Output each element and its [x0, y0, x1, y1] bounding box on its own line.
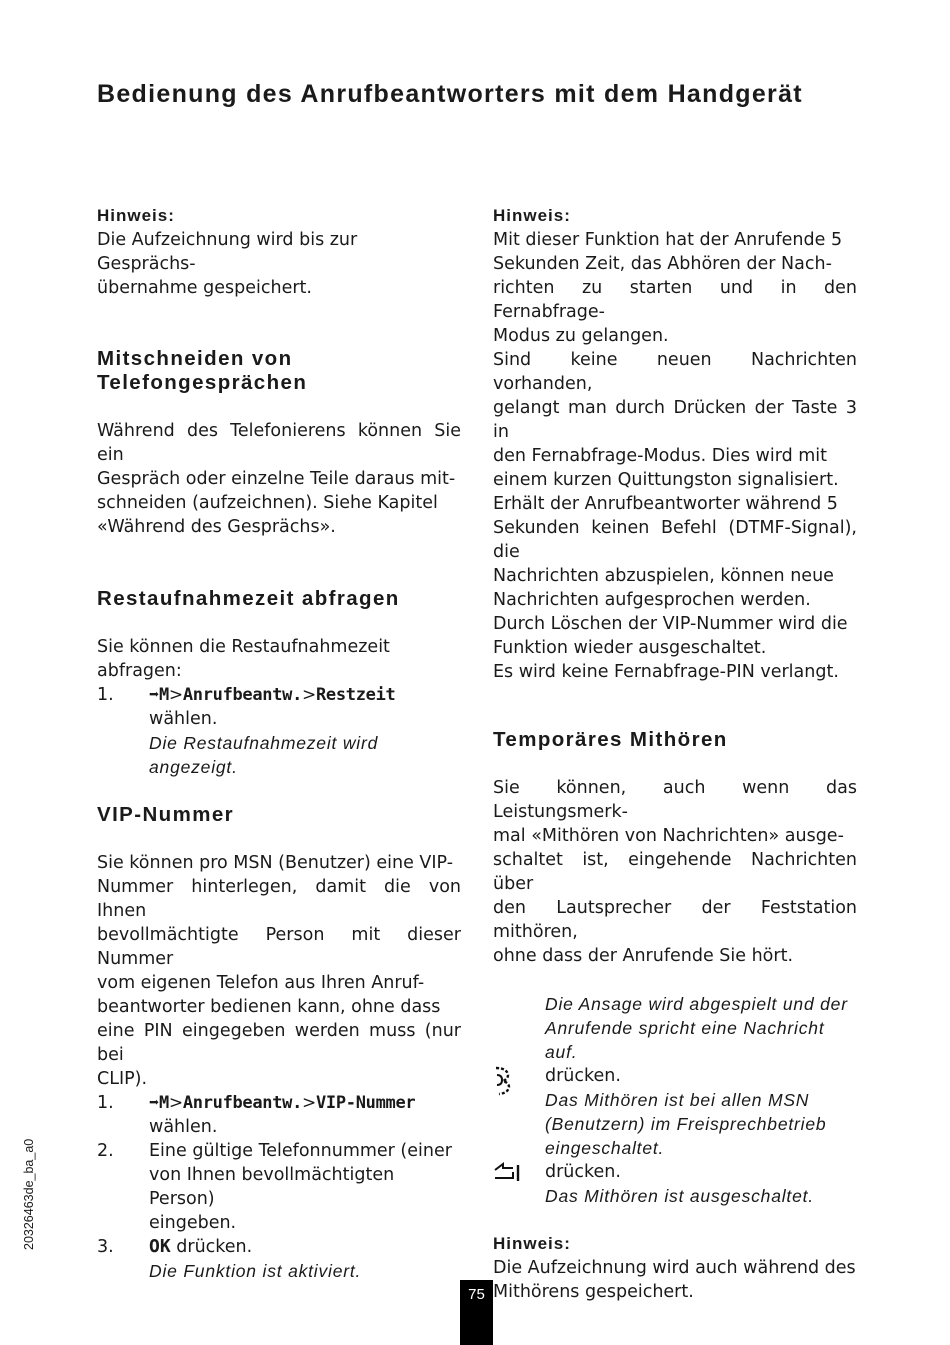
step-text: Eine gültige Telefonnummer (einer — [149, 1141, 452, 1161]
step-number: 1. — [97, 1093, 114, 1113]
step-text — [149, 1235, 461, 1259]
step-result: Das Mithören ist bei allen MSN — [545, 1090, 810, 1110]
note-text-line: übernahme gespeichert. — [97, 278, 312, 298]
paragraph-line: schaltet ist, eingehende Nachrichten über — [493, 850, 857, 894]
step-number: 3. — [97, 1237, 114, 1257]
note-text-line: Funktion wieder ausgeschaltet. — [493, 638, 767, 658]
section-heading-vip: VIP-Nummer — [97, 803, 235, 826]
note-text-line: Sind keine neuen Nachrichten vorhanden, — [493, 350, 857, 394]
note-text-line: Erhält der Anrufbeantworter während 5 — [493, 494, 838, 514]
mitschneiden-paragraph — [97, 419, 461, 539]
step-body — [149, 683, 461, 779]
menu-separator: > — [302, 685, 316, 705]
step-body — [545, 1160, 857, 1208]
note-text-line: Nachrichten abzuspielen, können neue — [493, 566, 834, 586]
paragraph-line: Sie können, auch wenn das Leistungsmerk- — [493, 778, 857, 822]
end-call-key-icon — [493, 1160, 545, 1208]
section-heading-restaufnahmezeit: Restaufnahmezeit abfragen — [97, 587, 400, 610]
paragraph-line: mal «Mithören von Nachrichten» ausge- — [493, 826, 844, 846]
paragraph-line: bevollmächtigte Person mit dieser Nummer — [97, 925, 461, 969]
section-heading-temporaeres-mithoeren: Temporäres Mithören — [493, 728, 728, 751]
step-result: angezeigt. — [149, 757, 238, 777]
note-text-line: einem kurzen Quittungston signalisiert. — [493, 470, 839, 490]
menu-item: Anrufbeantw. — [182, 1093, 303, 1113]
info-line: Anrufende spricht eine Nachricht — [545, 1018, 825, 1038]
menu-separator: > — [302, 1093, 316, 1113]
paragraph-line: Während des Telefonierens können Sie ein — [97, 421, 461, 465]
step-body — [149, 1091, 461, 1139]
note-text-line: richten zu starten und in den Fernabfrage- — [493, 278, 857, 322]
vip-paragraph — [97, 851, 461, 1091]
menu-path — [149, 685, 395, 705]
note-label: Hinweis: — [97, 206, 175, 225]
page-number: 75 — [460, 1280, 493, 1345]
step-item — [493, 1160, 857, 1208]
step-number: 1. — [97, 685, 114, 705]
note-text-line: Mithörens gespeichert. — [493, 1282, 694, 1302]
arrow-right-icon: ➡ — [149, 685, 159, 705]
paragraph-line: schneiden (aufzeichnen). Siehe Kapitel — [97, 493, 438, 513]
note-text-line: Nachrichten aufgesprochen werden. — [493, 590, 811, 610]
note-label: Hinweis: — [493, 1234, 571, 1253]
page-title: Bedienung des Anrufbeantworters mit dem Handgerät — [97, 80, 803, 108]
temp-paragraph — [493, 776, 857, 968]
paragraph-line: eine PIN eingegeben werden muss (nur bei — [97, 1021, 461, 1065]
note-text-line: Mit dieser Funktion hat der Anrufende 5 — [493, 230, 843, 250]
note-text-line: gelangt man durch Drücken der Taste 3 in — [493, 398, 857, 442]
paragraph-line: vom eigenen Telefon aus Ihren Anruf- — [97, 973, 425, 993]
ok-key-icon: OK — [149, 1236, 171, 1257]
menu-item: VIP-Nummer — [316, 1093, 416, 1113]
note-paragraph — [493, 228, 857, 684]
step-result: eingeschaltet. — [545, 1138, 665, 1158]
menu-item: Anrufbeantw. — [182, 685, 303, 705]
paragraph-line: CLIP). — [97, 1069, 148, 1089]
step-body — [545, 1064, 857, 1160]
info-line: Die Ansage wird abgespielt und der — [545, 994, 848, 1014]
menu-item: Restzeit — [316, 685, 396, 705]
speaker-key-icon — [493, 1064, 545, 1160]
note-text-line: Die Aufzeichnung wird bis zur Gesprächs- — [97, 230, 358, 274]
right-column — [493, 204, 857, 1304]
step-result: Die Restaufnahmezeit wird — [149, 733, 379, 753]
heading-line: Mitschneiden von — [97, 347, 293, 370]
menu-separator: > — [168, 1093, 183, 1113]
step-result: (Benutzern) im Freisprechbetrieb — [545, 1114, 827, 1134]
step-action: drücken. — [176, 1237, 253, 1257]
document-code: 20326463de_ba_a0 — [22, 1138, 36, 1250]
paragraph-line: Nummer hinterlegen, damit die von Ihnen — [97, 877, 461, 921]
note-text-line: den Fernabfrage-Modus. Dies wird mit — [493, 446, 828, 466]
menu-key-m: M — [158, 1093, 169, 1113]
step-action: wählen. — [149, 1117, 218, 1137]
menu-path — [149, 1093, 415, 1113]
step-action: drücken. — [545, 1066, 621, 1086]
paragraph-line: Sie können die Restaufnahmezeit abfragen: — [97, 637, 390, 681]
section-heading-mitschneiden — [97, 347, 461, 395]
step-result: Das Mithören ist ausgeschaltet. — [545, 1186, 814, 1206]
step-action: wählen. — [149, 709, 218, 729]
step-body — [149, 1235, 461, 1283]
step-result: Die Funktion ist aktiviert. — [149, 1261, 362, 1281]
note-text-line: Es wird keine Fernabfrage-PIN verlangt. — [493, 662, 839, 682]
step-item — [97, 683, 461, 779]
note-text-line: Sekunden Zeit, das Abhören der Nach- — [493, 254, 832, 274]
menu-key-m: M — [158, 685, 169, 705]
paragraph-line: ohne dass der Anrufende Sie hört. — [493, 946, 794, 966]
paragraph-line: «Während des Gesprächs». — [97, 517, 336, 537]
step-action: drücken. — [545, 1162, 621, 1182]
step-item — [97, 1235, 461, 1283]
step-body — [149, 1139, 461, 1235]
info-line: auf. — [545, 1042, 578, 1062]
step-item — [97, 1139, 461, 1235]
note-text-line: Die Aufzeichnung wird auch während des — [493, 1258, 856, 1278]
paragraph-line: Sie können pro MSN (Benutzer) eine VIP- — [97, 853, 454, 873]
step-text: von Ihnen bevollmächtigten Person) — [149, 1165, 395, 1209]
note-label: Hinweis: — [493, 206, 571, 225]
menu-separator: > — [168, 685, 183, 705]
step-text: eingeben. — [149, 1213, 237, 1233]
note-text-line: Modus zu gelangen. — [493, 326, 669, 346]
paragraph-line: den Lautsprecher der Feststation mithören, — [493, 898, 857, 942]
temp-info — [545, 992, 857, 1064]
heading-line: Telefongesprächen — [97, 371, 308, 394]
paragraph-line: Gespräch oder einzelne Teile daraus mit- — [97, 469, 456, 489]
step-item — [97, 1091, 461, 1139]
step-item — [493, 1064, 857, 1160]
note-text-line: Durch Löschen der VIP-Nummer wird die — [493, 614, 848, 634]
step-number: 2. — [97, 1141, 114, 1161]
arrow-right-icon: ➡ — [149, 1093, 159, 1113]
paragraph-line: beantworter bedienen kann, ohne dass — [97, 997, 441, 1017]
note-text-line: Sekunden keinen Befehl (DTMF-Signal), die — [493, 518, 857, 562]
left-column — [97, 204, 461, 1283]
